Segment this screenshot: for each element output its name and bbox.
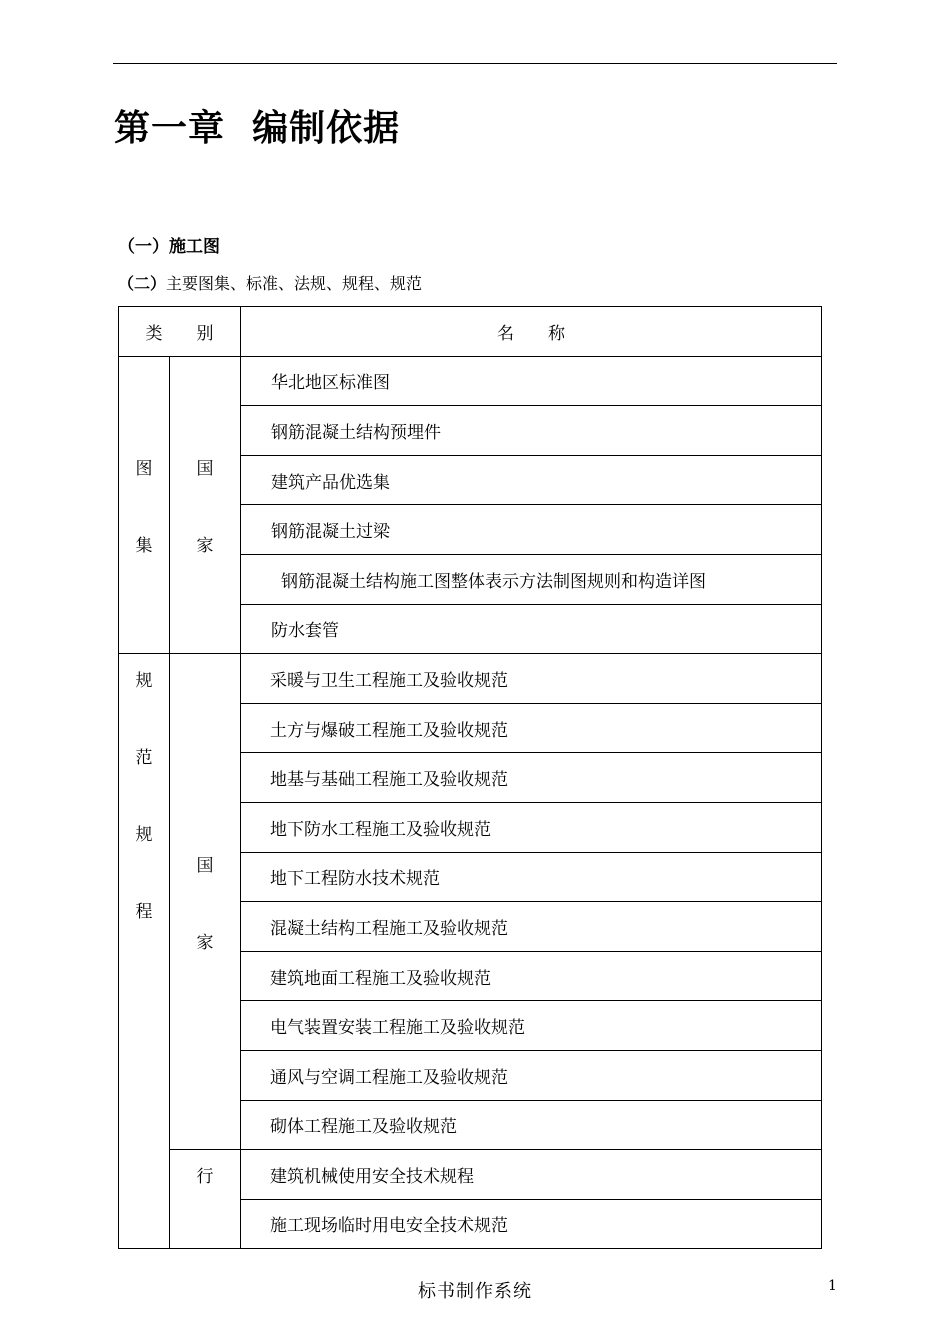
section-standards-title: 主要图集、标准、法规、规程、规范 xyxy=(166,274,423,293)
standard-name: 地下防水工程施工及验收规范 xyxy=(241,802,822,852)
standard-name: 采暖与卫生工程施工及验收规范 xyxy=(241,654,822,704)
footer-text: 标书制作系统 xyxy=(418,1281,532,1302)
chapter-title: 第一章 编制依据 xyxy=(114,108,401,149)
standard-name: 通风与空调工程施工及验收规范 xyxy=(241,1050,822,1100)
standard-name: 地下工程防水技术规范 xyxy=(241,852,822,902)
standard-name: 施工现场临时用电安全技术规范 xyxy=(241,1199,822,1249)
subcategory-national-codes: 国 家 xyxy=(170,654,241,1150)
standard-name: 混凝土结构工程施工及验收规范 xyxy=(241,902,822,952)
standard-name: 建筑产品优选集 xyxy=(241,455,822,505)
standard-name: 钢筋混凝土过梁 xyxy=(241,505,822,555)
standard-name: 砌体工程施工及验收规范 xyxy=(241,1100,822,1150)
standard-name: 地基与基础工程施工及验收规范 xyxy=(241,753,822,803)
table-row xyxy=(119,1150,822,1200)
section-standards-number: （二） xyxy=(118,274,167,293)
section-standards xyxy=(118,271,422,294)
table-row xyxy=(119,356,822,406)
standard-name: 土方与爆破工程施工及验收规范 xyxy=(241,703,822,753)
section-construction-drawings: （一）施工图 xyxy=(118,237,220,257)
header-name: 名 称 xyxy=(241,307,822,357)
standard-name: 防水套管 xyxy=(241,604,822,654)
table-row xyxy=(119,654,822,704)
header-rule xyxy=(113,63,837,64)
category-codes: 规 范 规 程 xyxy=(119,654,170,1249)
standard-name: 电气装置安装工程施工及验收规范 xyxy=(241,1001,822,1051)
header-category: 类 别 xyxy=(119,307,241,357)
subcategory-industry: 行 xyxy=(170,1150,241,1249)
standard-name: 钢筋混凝土结构施工图整体表示方法制图规则和构造详图 xyxy=(241,554,822,604)
standard-name: 建筑地面工程施工及验收规范 xyxy=(241,951,822,1001)
standard-name: 华北地区标准图 xyxy=(241,356,822,406)
table-header-row xyxy=(119,307,822,357)
standard-name: 钢筋混凝土结构预埋件 xyxy=(241,406,822,456)
category-atlas: 图 集 xyxy=(119,356,170,654)
standard-name: 建筑机械使用安全技术规程 xyxy=(241,1150,822,1200)
subcategory-national-atlas: 国 家 xyxy=(170,356,241,654)
page-number: 1 xyxy=(828,1278,837,1294)
standards-table xyxy=(118,306,822,1249)
